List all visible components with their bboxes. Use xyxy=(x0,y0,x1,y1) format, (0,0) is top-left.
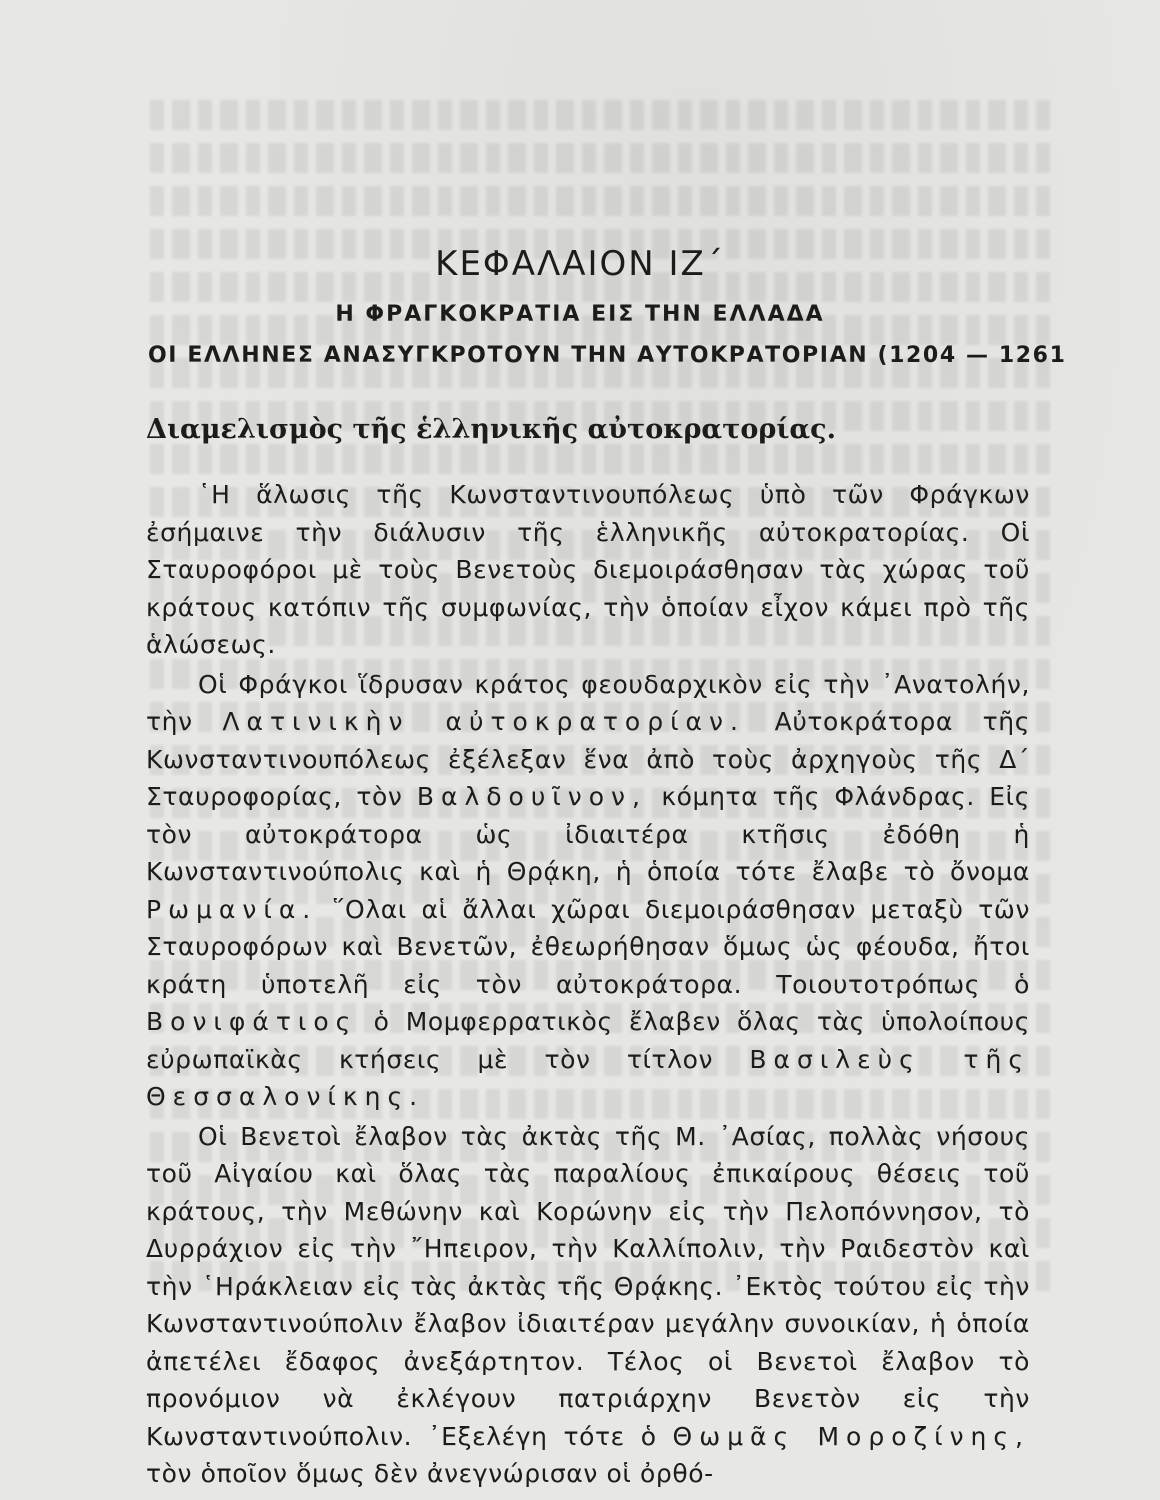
paragraph-3-text-a: Οἱ Βενετοὶ ἔλαβον τὰς ἀκτὰς τῆς Μ. ᾿Ασίας, πολλὰς νήσους τοῦ Αἰγαίου καὶ ὅλας τὰς παραλίους ἐπικαίρους θέσεις τοῦ κράτους, τὴν Μεθώνην καὶ Κορώνην εἰς τὴν Πελοπόννησον, τὸ Δυρράχιον εἰς τὴν ῎Ηπειρον, τὴν Καλλίπολιν, τὴν Ραιδεστὸν καὶ τὴν ῾Ηράκλειαν εἰς τὰς ἀκτὰς τῆς Θρᾴκης. ᾿Εκτὸς τούτου εἰς τὴν Κωνσταντινούπολιν ἔλαβον ἰδιαιτέραν μεγάλην συνοικίαν, ἡ ὁποία ἀπετέλει ἔδαφος ἀνεξάρτητον. Τέλος οἱ Βενετοὶ ἔλαβον τὸ προνόμιον νὰ ἐκλέγουν πατριάρχην Βενετὸν εἰς τὴν Κωνσταντινούπολιν. ᾿Εξελέγη τότε ὁ xyxy=(146,1121,1030,1451)
chapter-subtitle: Η ΦΡΑΓΚΟΚΡΑΤΙΑ ΕΙΣ ΤΗΝ ΕΛΛΑΔΑ xyxy=(335,302,825,327)
paragraph-1-text: ῾Η ἅλωσις τῆς Κωνσταντινουπόλεως ὑπὸ τῶν Φράγκων ἐσήμαινε τὴν διάλυσιν τῆς ἑλληνικῆς αὐτοκρατορίας. Οἱ Σταυροφόροι μὲ τοὺς Βενετοὺς διεμοιράσθησαν τὰς χώρας τοῦ κράτους κατόπιν τῆς συμφωνίας, τὴν ὁποίαν εἶχον κάμει πρὸ τῆς ἁλώσεως. xyxy=(146,480,1030,659)
paragraph-3 xyxy=(146,1118,1030,1493)
baldwin-name: Βαλδουῖνον, xyxy=(416,782,647,811)
section-heading: Διαμελισμὸς τῆς ἑλληνικῆς αὐτοκρατορίας. xyxy=(146,414,837,445)
king-of-thessalonica-title: Βασιλεὺς τῆς Θεσσαλονίκης. xyxy=(146,1044,1030,1111)
paragraph-2 xyxy=(146,666,1030,1116)
body-text xyxy=(146,476,1030,1495)
paragraph-2-text-i: ὁ Μομφερρατικὸς ἔλαβεν ὅλας τὰς ὑπολοίπους εὐρωπαϊκὰς κτήσεις μὲ τὸν τίτλον xyxy=(146,1007,1031,1074)
paragraph-2-text-a: Οἱ Φράγκοι ἵδρυσαν κράτος φεουδαρχικὸν εἰς τὴν ᾿Ανατολήν, τὴν xyxy=(146,669,1030,736)
romania-term: Ρωμανία. xyxy=(146,894,318,924)
paragraph-2-text-g: ῞Ολαι αἱ ἄλλαι χῶραι διεμοιράσθησαν μεταξὺ τῶν Σταυροφόρων καὶ Βενετῶν, ἐθεωρήθησαν ὅμως ὡς φέουδα, ἤτοι κράτη ὑποτελῆ εἰς τὸν αὐτοκράτορα. Τοιουτοτρόπως ὁ xyxy=(146,894,1031,999)
paragraph-2-text-e: κόμητα τῆς Φλάνδρας. Εἰς τὸν αὐτοκράτορα ὡς ἰδιαιτέρα κτῆσις ἐδόθη ἡ Κωνσταντινούπολις καὶ ἡ Θρᾴκη, ἡ ὁποία τότε ἔλαβε τὸ ὄνομα xyxy=(146,782,1031,886)
tommaso-morosini-name: Θωμᾶς Μοροζίνης, xyxy=(672,1421,1031,1451)
boniface-name: Βονιφάτιος xyxy=(146,1007,358,1036)
paragraph-3-text-c: τὸν ὁποῖον ὅμως δὲν ἀνεγνώρισαν οἱ ὀρθό- xyxy=(146,1459,714,1488)
paragraph-1 xyxy=(146,476,1030,664)
chapter-subtitle-secondary: ΟΙ ΕΛΛΗΝΕΣ ΑΝΑΣΥΓΚΡΟΤΟΥΝ ΤΗΝ ΑΥΤΟΚΡΑΤΟΡΙΑΝ (1204 — 1261 xyxy=(148,343,1067,368)
chapter-title: ΚΕΦΑΛΑΙΟΝ ΙΖ΄ xyxy=(435,244,725,284)
latin-empire-term: Λατινικὴν αὐτοκρατορίαν. xyxy=(222,707,745,736)
paragraph-2-text-c: Αὐτοκράτορα τῆς Κωνσταντινουπόλεως ἐξέλεξαν ἕνα ἀπὸ τοὺς ἀρχηγοὺς τῆς Δ΄ Σταυροφορίας, τὸν xyxy=(146,707,1030,811)
